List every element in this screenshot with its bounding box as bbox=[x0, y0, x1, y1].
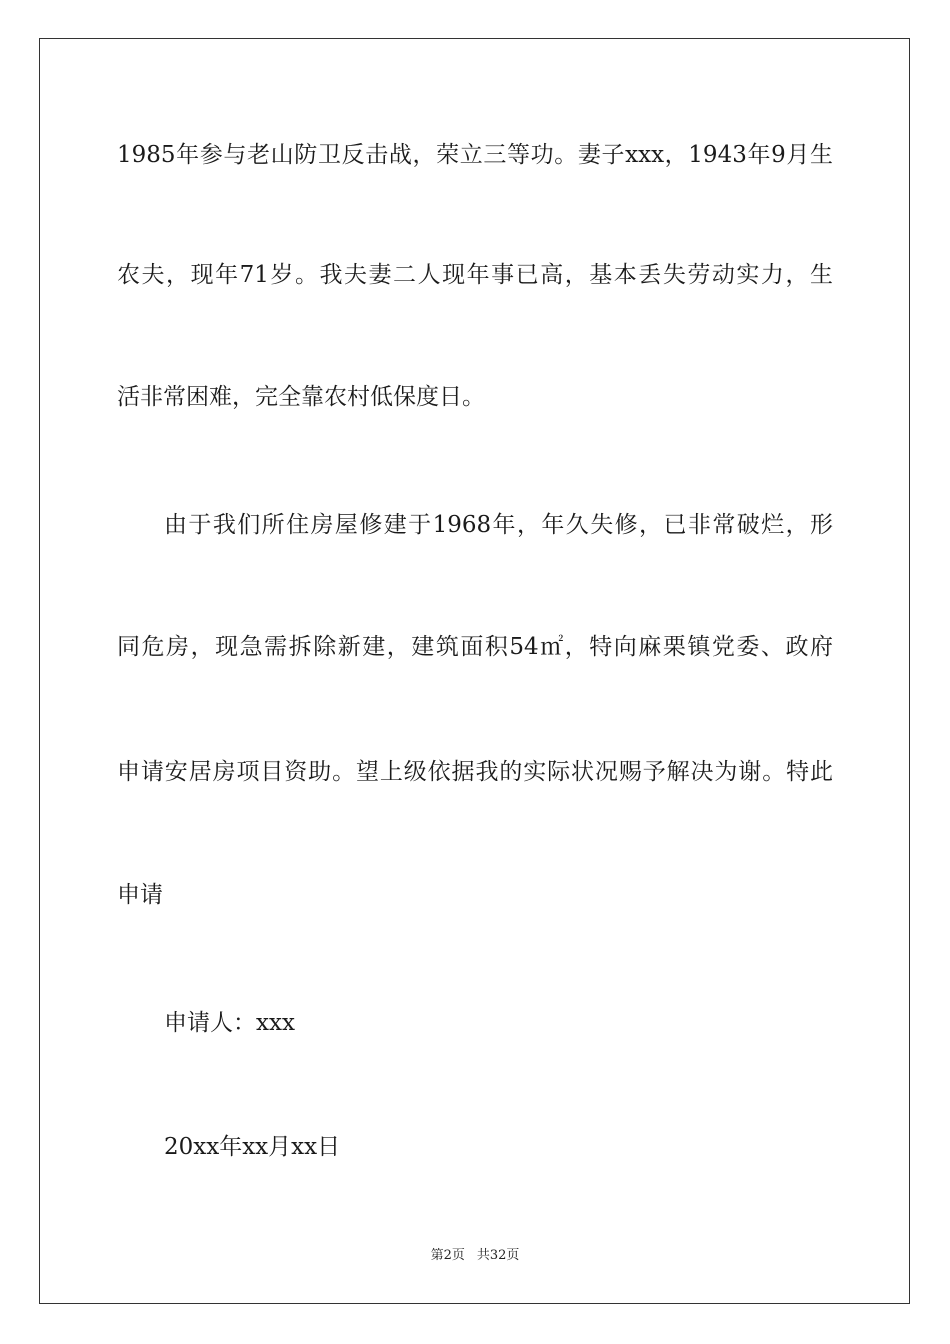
applicant-signature: 申请人：xxx bbox=[164, 1010, 295, 1036]
body-line-6: 申请安居房项目资助。望上级依据我的实际状况赐予解决为谢。特此 bbox=[117, 759, 833, 785]
application-date: 20xx年xx月xx日 bbox=[164, 1134, 341, 1160]
body-line-2: 农夫，现年71岁。我夫妻二人现年事已高，基本丢失劳动实力，生 bbox=[117, 262, 833, 288]
page-number-current: 第2页 bbox=[430, 1248, 465, 1263]
page-number-total: 共32页 bbox=[476, 1248, 520, 1263]
body-line-5: 同危房，现急需拆除新建，建筑面积54㎡，特向麻栗镇党委、政府 bbox=[117, 634, 833, 660]
body-line-3: 活非常困难，完全靠农村低保度日。 bbox=[117, 384, 485, 410]
body-line-4: 由于我们所住房屋修建于1968年，年久失修，已非常破烂，形 bbox=[164, 512, 833, 538]
body-line-7: 申请 bbox=[117, 882, 163, 908]
page-footer bbox=[0, 1247, 950, 1265]
page-border bbox=[39, 38, 910, 1304]
body-line-1: 1985年参与老山防卫反击战，荣立三等功。妻子xxx，1943年9月生 bbox=[117, 142, 833, 168]
